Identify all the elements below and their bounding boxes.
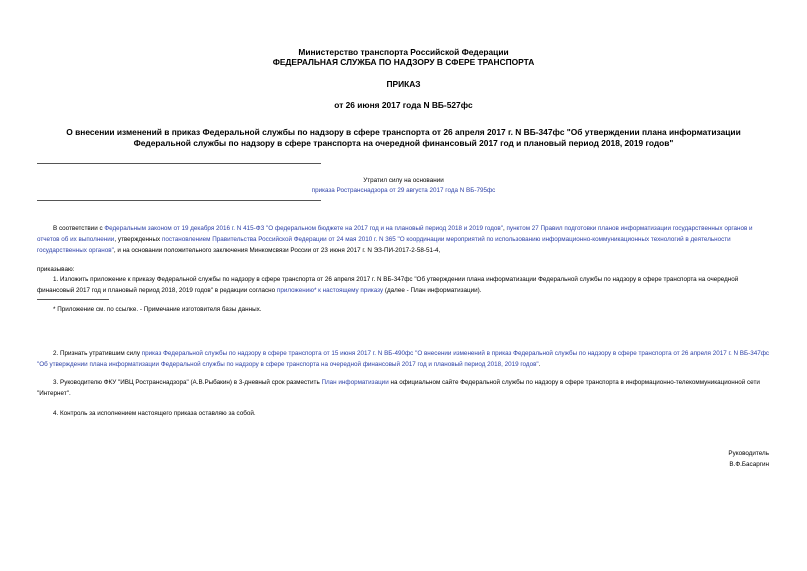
footnote-divider — [37, 299, 109, 300]
item-3-text: 3. Руководителю ФКУ "ИВЦ Ространснадзора" (А.В.Рыбакин) в 3-дневный срок разместить — [53, 379, 322, 386]
informatization-plan-link[interactable]: План информатизации — [321, 379, 389, 386]
item-3-paragraph — [37, 377, 770, 399]
item-2-text: 2. Признать утратившим силу — [53, 350, 142, 357]
ministry-heading: Министерство транспорта Российской Федерации — [298, 47, 509, 57]
divider-bottom — [37, 200, 321, 201]
revoked-order-link[interactable]: приказ Федеральной службы по надзору в сфере транспорта от 15 июня 2017 г. N ВБ-490фс "О внесении изменений в приказ Федеральной службы по надзору в сфере транспорта от 26 апреля 2017 г. N ВБ-347фс "Об утверждении плана информатизации Федеральной службы по надзору в сфере транспорта на очередной финансовый 2017 год и плановый период 2018, 2019 годов" — [37, 350, 770, 368]
item-3-tail: на официальном сайте Федеральной службы по надзору в сфере транспорта в информационно-телекоммуникационной сети "Интернет". — [37, 379, 760, 397]
document-title-line-1: О внесении изменений в приказ Федеральной службы по надзору в сфере транспорта от 26 апреля 2017 г. N ВБ-347фс "Об утверждении плана информатизации — [66, 127, 741, 137]
preamble-text-2: , — [503, 225, 507, 232]
document-type: ПРИКАЗ — [386, 79, 421, 89]
item-2-paragraph — [37, 348, 770, 370]
item-1-tail: (далее - План информатизации). — [383, 287, 482, 294]
appendix-link[interactable]: приложению* к настоящему приказу — [276, 287, 384, 294]
preamble-text-1: В соответствии с — [53, 225, 105, 232]
document-date-number: от 26 июня 2017 года N ВБ-527фс — [334, 100, 473, 110]
federal-law-link[interactable]: Федеральным законом от 19 декабря 2016 г. N 415-ФЗ "О федеральном бюджете на 2017 год и на плановый период 2018 и 2019 годов" — [104, 225, 504, 232]
status-basis-link[interactable]: приказа Ространснадзора от 29 августа 2017 года N ВБ-795фс — [311, 187, 496, 194]
item-1-paragraph — [37, 274, 770, 296]
order-word: приказываю: — [37, 266, 75, 273]
signature-name: В.Ф.Басаргин — [729, 461, 769, 468]
divider-top — [37, 163, 321, 164]
rules-clause-link[interactable]: пунктом 27 Правил подготовки планов информатизации государственных органов и отчетов об их выполнении — [37, 225, 753, 243]
status-lost-force: Утратил силу на основании — [363, 177, 444, 184]
document-title-line-2: Федеральной службы по надзору в сфере транспорта на очередной финансовый 2017 год и плановый период 2018, 2019 годов" — [133, 138, 674, 148]
preamble-text-4: , и на основании положительного заключения Минкомсвязи России от 23 июня 2017 г. N ЭЗ-ПИ-2017-2-58-51-4, — [113, 247, 441, 254]
item-4-text: 4. Контроль за исполнением настоящего приказа оставляю за собой. — [53, 410, 256, 417]
agency-heading: ФЕДЕРАЛЬНАЯ СЛУЖБА ПО НАДЗОРУ В СФЕРЕ ТРАНСПОРТА — [272, 57, 535, 67]
government-decree-link[interactable]: постановлением Правительства Российской Федерации от 24 мая 2010 г. N 365 "О координации мероприятий по использованию информационно-коммуникационных технологий в деятельности государственных органов" — [37, 236, 731, 254]
preamble-text-3: , утвержденных — [114, 236, 162, 243]
item-2-tail: . — [538, 361, 541, 368]
preamble-paragraph — [37, 223, 770, 256]
item-1-text: 1. Изложить приложение к приказу Федеральной службы по надзору в сфере транспорта от 26 апреля 2017 г. N ВБ-347фс "Об утверждении плана информатизации Федеральной службы по надзору в сфере транспорта на очередной финансовый 2017 год и плановый период 2018, 2019 годов" в редакции согласно — [37, 276, 739, 294]
footnote: * Приложение см. по ссылке. - Примечание изготовителя базы данных. — [53, 306, 262, 313]
signature-position: Руководитель — [728, 450, 769, 457]
